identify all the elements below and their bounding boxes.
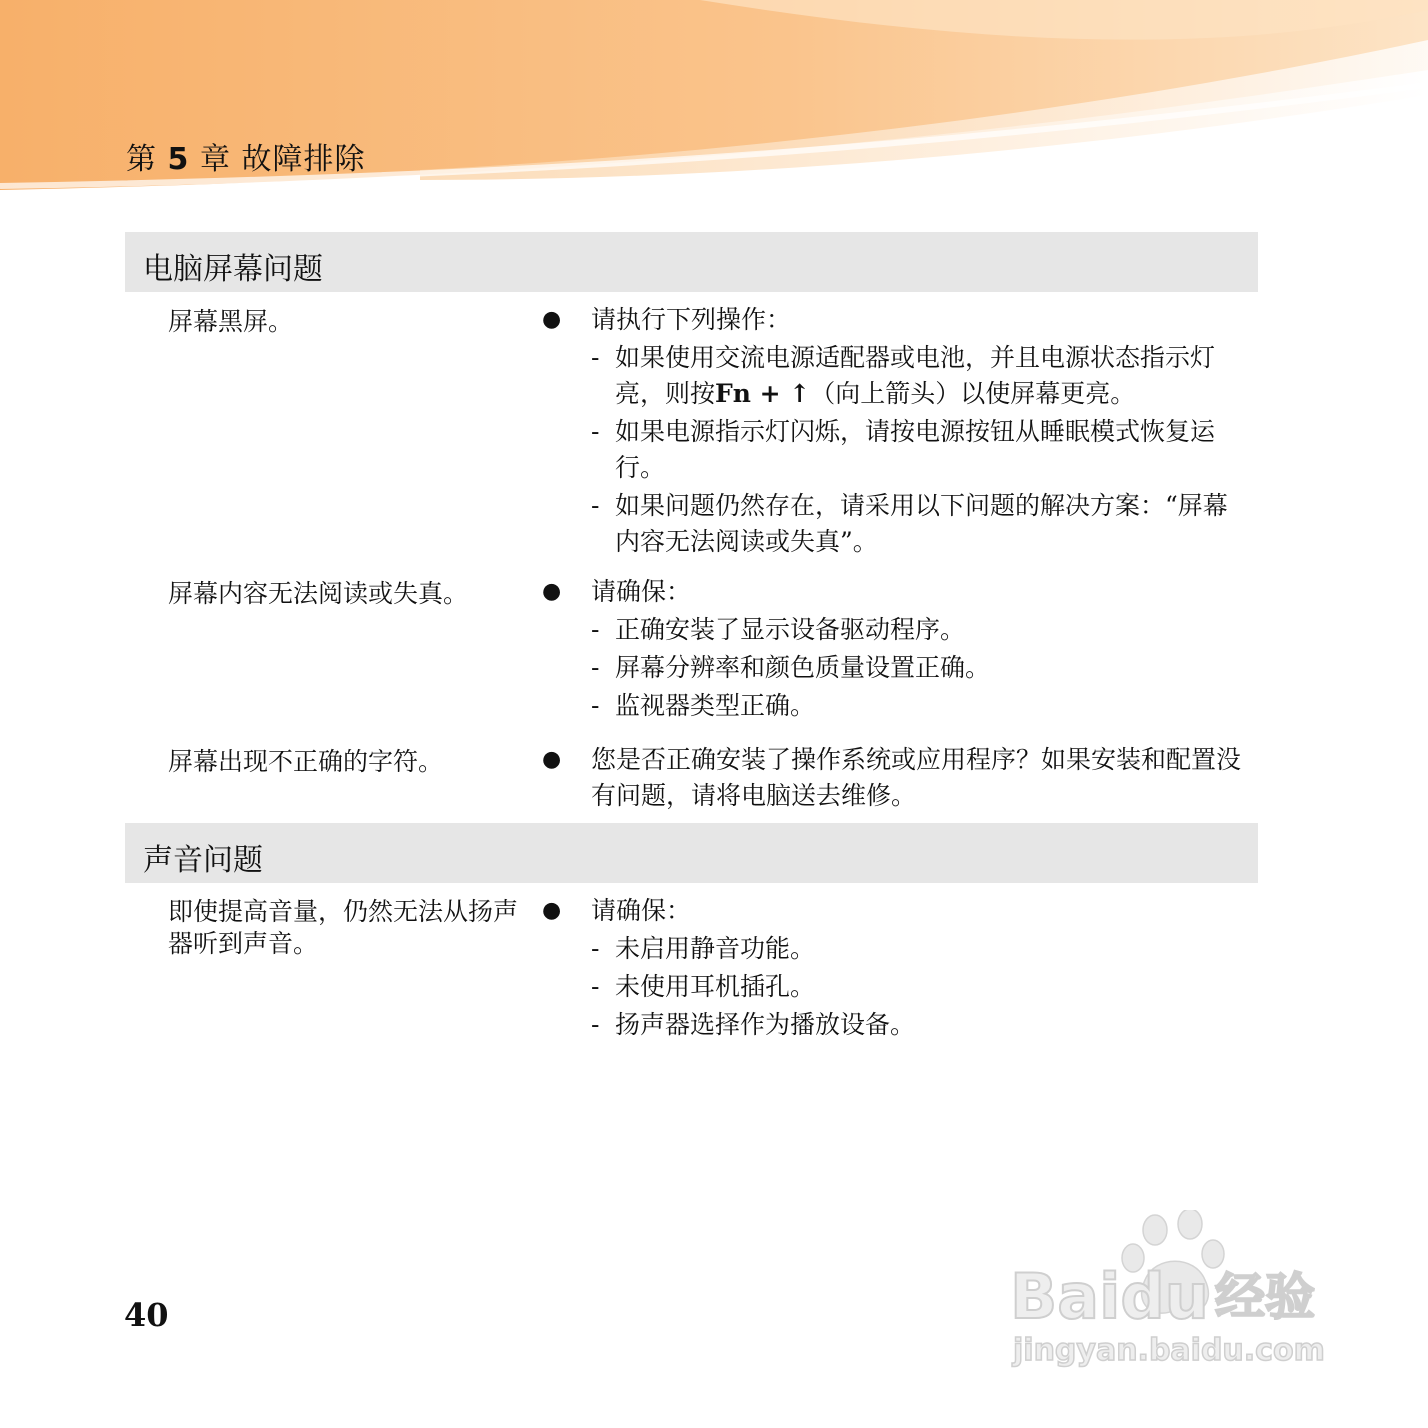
solution-item: - 未使用耳机插孔。 xyxy=(591,972,816,1001)
solution-item: - 扬声器选择作为播放设备。 xyxy=(591,1010,916,1039)
watermark-url: jingyan.baidu.com xyxy=(1013,1333,1325,1368)
solution-item: - 正确安装了显示设备驱动程序。 xyxy=(591,615,966,644)
key-combo: Fn + ↑ xyxy=(715,379,811,408)
solution-item: - 如果使用交流电源适配器或电池，并且电源状态指示灯亮，则按Fn + ↑（向上箭头）以使屏幕更亮。 xyxy=(591,343,1216,408)
solution-block xyxy=(591,574,1251,724)
bullet-icon: ● xyxy=(542,898,562,923)
solution-item: - 未启用静音功能。 xyxy=(591,934,816,963)
problem-label: 屏幕出现不正确的字符。 xyxy=(168,747,444,776)
problem-label: 即使提高音量，仍然无法从扬声器听到声音。 xyxy=(168,897,519,958)
section-header-sound xyxy=(125,823,1258,883)
watermark-product: 经验 xyxy=(1215,1268,1315,1326)
bullet-icon: ● xyxy=(542,307,562,332)
solution-item: - 如果电源指示灯闪烁，请按电源按钮从睡眠模式恢复运行。 xyxy=(591,417,1216,482)
page-number: 40 xyxy=(124,1296,169,1334)
section-header-screen xyxy=(125,232,1258,292)
solution-item: - 如果问题仍然存在，请采用以下问题的解决方案：“屏幕内容无法阅读或失真”。 xyxy=(591,491,1228,556)
section-title: 电脑屏幕问题 xyxy=(143,252,323,287)
watermark-brand: Baidu xyxy=(1010,1260,1209,1333)
bullet-icon: ● xyxy=(542,747,562,772)
solution-lead: 请确保： xyxy=(591,896,692,925)
bullet-icon: ● xyxy=(542,579,562,604)
solution-block xyxy=(591,302,1251,560)
solution-text: 您是否正确安装了操作系统或应用程序？如果安装和配置没有问题，请将电脑送去维修。 xyxy=(591,745,1242,810)
problem-label: 屏幕黑屏。 xyxy=(168,307,294,336)
chapter-title: 第 5 章 故障排除 xyxy=(126,142,366,177)
solution-lead: 请确保： xyxy=(591,577,692,606)
solution-item: - 监视器类型正确。 xyxy=(591,691,816,720)
solution-lead: 请执行下列操作： xyxy=(591,305,792,334)
baidu-jingyan-watermark xyxy=(1005,1210,1350,1380)
problem-label: 屏幕内容无法阅读或失真。 xyxy=(168,579,469,608)
section-title: 声音问题 xyxy=(143,843,263,878)
solution-item: - 屏幕分辨率和颜色质量设置正确。 xyxy=(591,653,991,682)
solution-block xyxy=(591,893,1251,1043)
